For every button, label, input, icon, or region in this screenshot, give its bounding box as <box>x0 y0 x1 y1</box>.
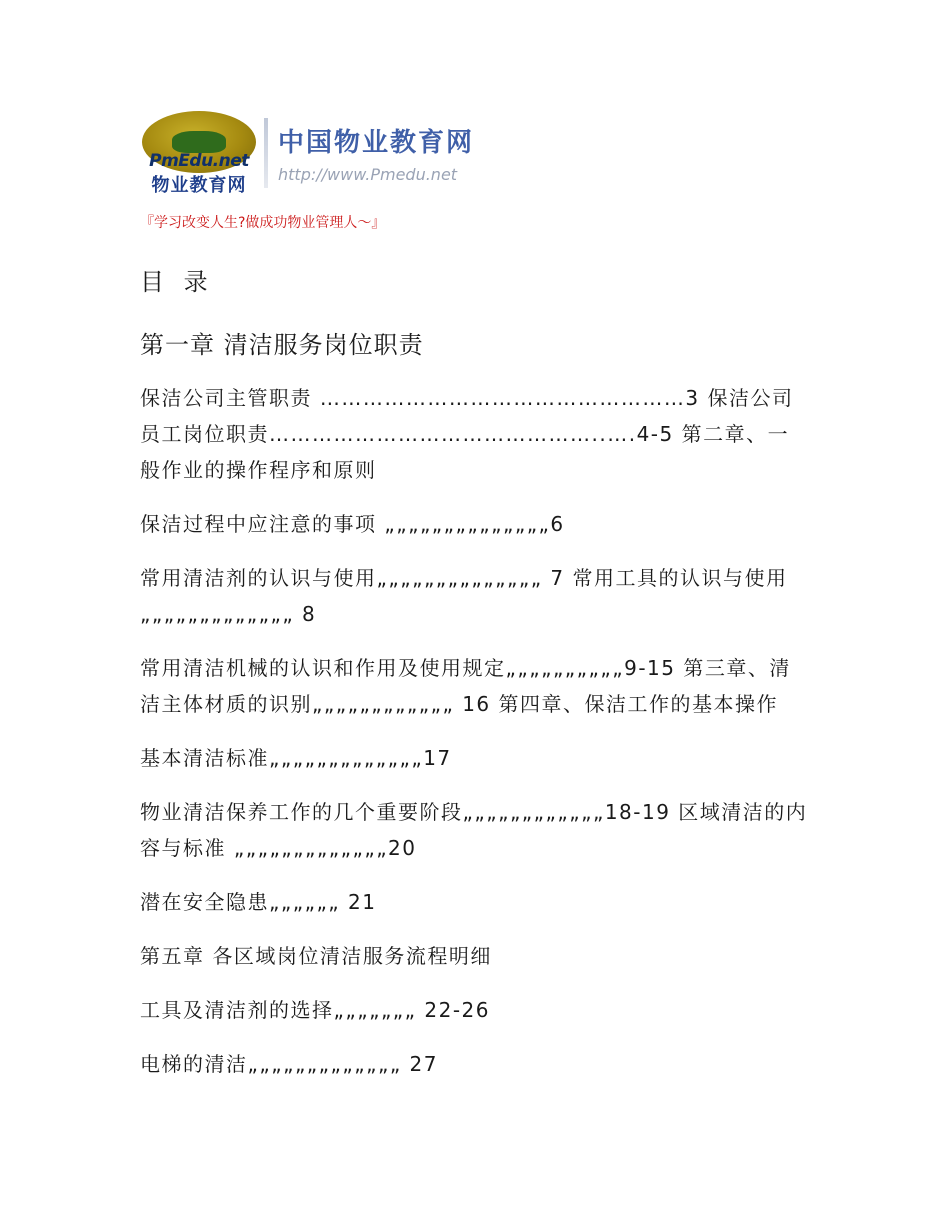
toc-entry: 常用清洁机械的认识和作用及使用规定„„„„„„„„„„9-15 第三章、清洁主体材质的识别„„„„„„„„„„„„ 16 第四章、保洁工作的基本操作 <box>140 656 791 716</box>
toc-entry: 常用清洁剂的认识与使用„„„„„„„„„„„„„„ 7 常用工具的认识与使用 „„„„„„„„„„„„„ 8 <box>140 566 788 626</box>
site-url: http://www.Pmedu.net <box>278 165 458 184</box>
logo-badge-cn: 物业教育网 <box>151 175 247 196</box>
site-title: 中国物业教育网 <box>278 128 475 158</box>
document-page <box>140 108 810 1082</box>
logo-text <box>278 122 474 184</box>
slogan: 『学习改变人生?做成功物业管理人～』 <box>140 215 386 231</box>
tree-icon <box>172 131 226 153</box>
site-logo <box>140 108 810 198</box>
logo-divider <box>264 118 268 188</box>
logo-badge <box>140 111 258 195</box>
toc-entry: 保洁过程中应注意的事项 „„„„„„„„„„„„„„6 <box>140 512 565 536</box>
toc-entry: 基本清洁标准„„„„„„„„„„„„„17 <box>140 746 452 770</box>
toc-title: 目 录 <box>140 268 214 296</box>
toc-entry: 潜在安全隐患„„„„„„ 21 <box>140 890 377 914</box>
toc-entry: 电梯的清洁„„„„„„„„„„„„„ 27 <box>140 1052 439 1076</box>
toc-entry: 工具及清洁剂的选择„„„„„„„ 22-26 <box>140 998 491 1022</box>
chapter-heading: 第一章 清洁服务岗位职责 <box>140 331 424 359</box>
logo-badge-net: PmEdu.net <box>149 151 249 171</box>
toc-entry: 第五章 各区域岗位清洁服务流程明细 <box>140 944 492 968</box>
toc-entry: 物业清洁保养工作的几个重要阶段„„„„„„„„„„„„18-19 区域清洁的内容与标准 „„„„„„„„„„„„„20 <box>140 800 808 860</box>
toc-entry: 保洁公司主管职责 ……………………………………………3 保洁公司员工岗位职责………………………………………..….4-5 第二章、一般作业的操作程序和原则 <box>140 386 794 482</box>
